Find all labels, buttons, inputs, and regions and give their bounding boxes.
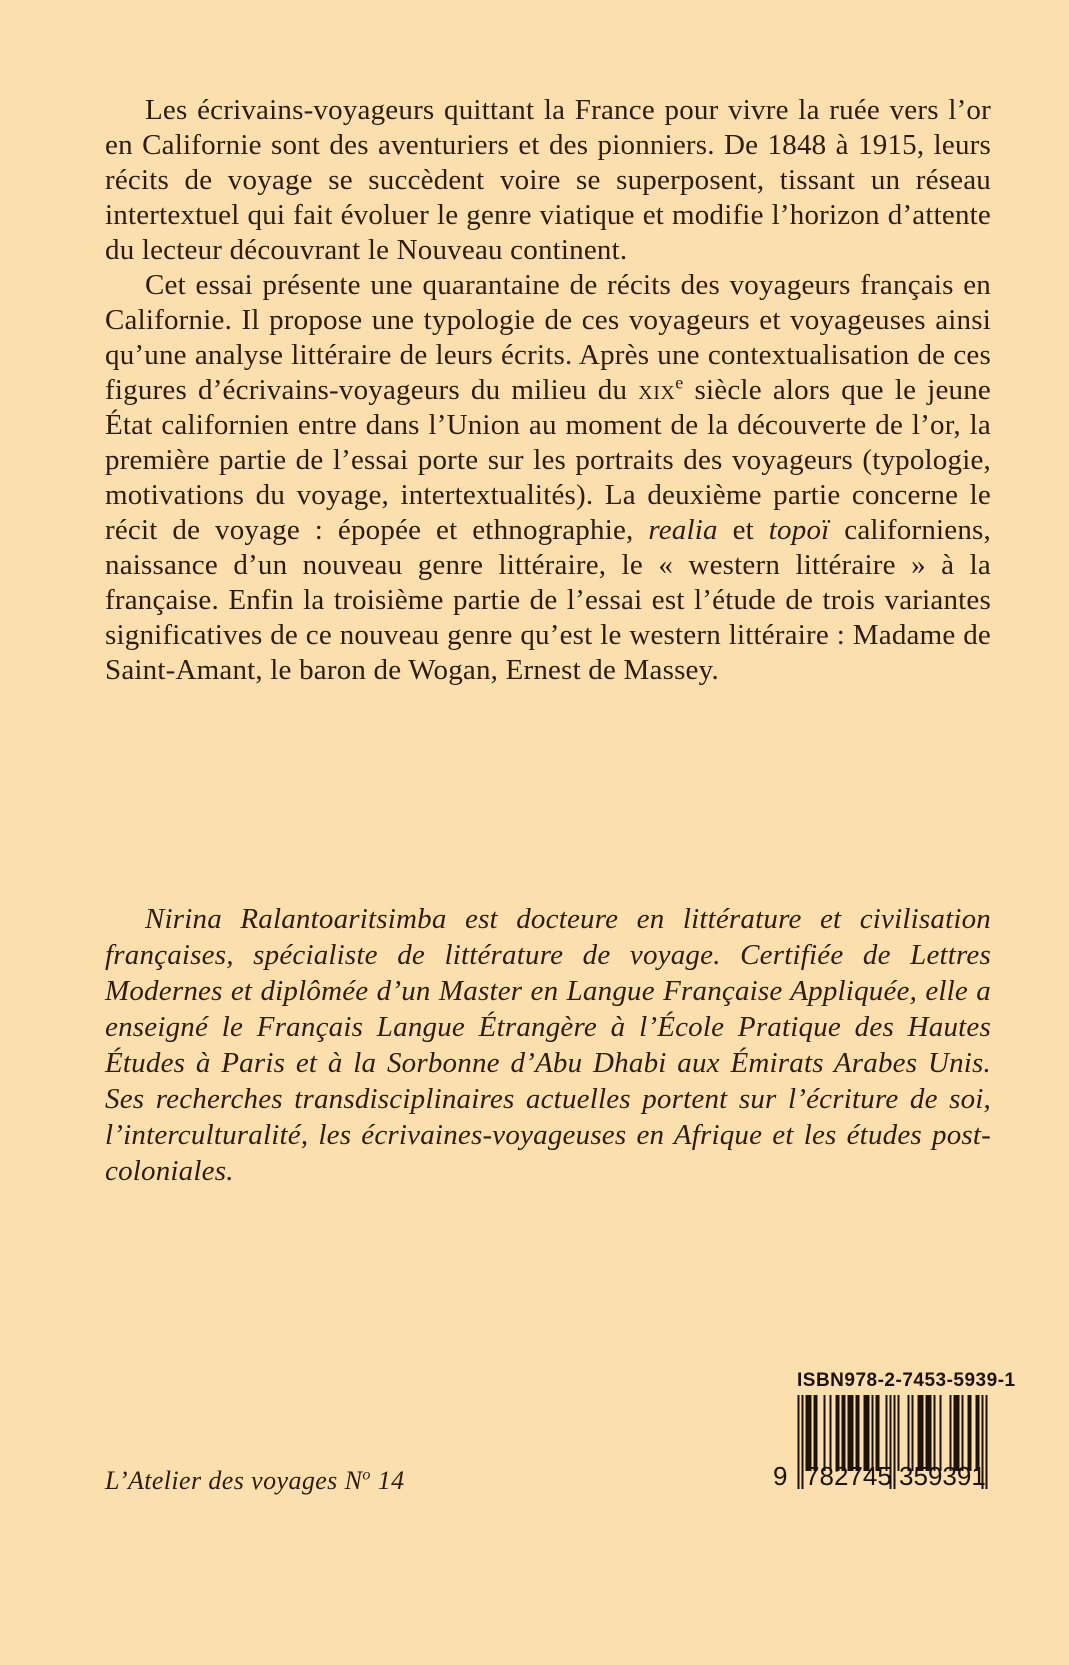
series-label: L’Atelier des voyages $N^o$ 14 [105, 1466, 405, 1495]
isbn-label-prefix: ISBN [797, 1370, 845, 1391]
ean13-digits-left: 7 8 2 7 4 5 [805, 1461, 892, 1491]
author-bio-paragraph: Nirina Ralantoaritsimba est docteure en littérature et civilisation françaises, spécialiste de littérature de voyage. Certifiée de Lettres Modernes et diplômée d’un Master en Langue Française Appliquée, elle a enseigné le Français Langue Étrangère à l’École Pratique des Hautes Études à Paris et à la Sorbonne d’Abu Dhabi aux Émirats Arabes Unis. Ses recherches transdisciplinaires actuelles portent sur l’écriture de soi, l’interculturalité, les écrivaines-voyageuses en Afrique et les études post-coloniales. [105, 903, 991, 1187]
synopsis-paragraph-2: Cet essai présente une quarantaine de récits des voyageurs français en Californie. Il propose une typologie de ces voyageurs et voyageuses ainsi qu’une analyse littéraire de leurs écrits. Après une contextualisation de ces figures d’écrivains-voyageurs du milieu du xix$^e$ siècle alors que le jeune État californien entre dans l’Union au moment de la découverte de l’or, la première partie de l’essai porte sur les portraits des voyageurs (typologie, motivations du voyage, intertextualités). La deuxième partie concerne le récit de voyage : épopée et ethnographie, realia et topoï californiens, naissance d’un nouveau genre littéraire, le « western littéraire » à la française. Enfin la troisième partie de l’essai est l’étude de trois variantes significatives de ce nouveau genre qu’est le western littéraire : Madame de Saint-Amant, le baron de Wogan, Ernest de Massey. [105, 269, 992, 686]
isbn-label-number: 978-2-7453-5939-1 [844, 1370, 1016, 1391]
isbn-barcode-assembly [773, 1370, 1016, 1491]
ean13-barcode [773, 1395, 988, 1491]
synopsis-paragraph-1: Les écrivains-voyageurs quittant la France pour vivre la ruée vers l’or en Californie sont des aventuriers et des pionniers. De 1848 à 1915, leurs récits de voyage se succèdent voire se superposent, tissant un réseau intertextuel qui fait évoluer le genre viatique et modifie l’horizon d’attente du lecteur découvrant le Nouveau continent. [105, 94, 991, 266]
synopsis-block [105, 93, 991, 688]
ean13-digit-first: 9 [773, 1461, 788, 1491]
author-bio-block [105, 901, 991, 1189]
ean13-digits-right: 3 5 9 3 9 1 [899, 1461, 986, 1491]
isbn-label [797, 1370, 1016, 1392]
